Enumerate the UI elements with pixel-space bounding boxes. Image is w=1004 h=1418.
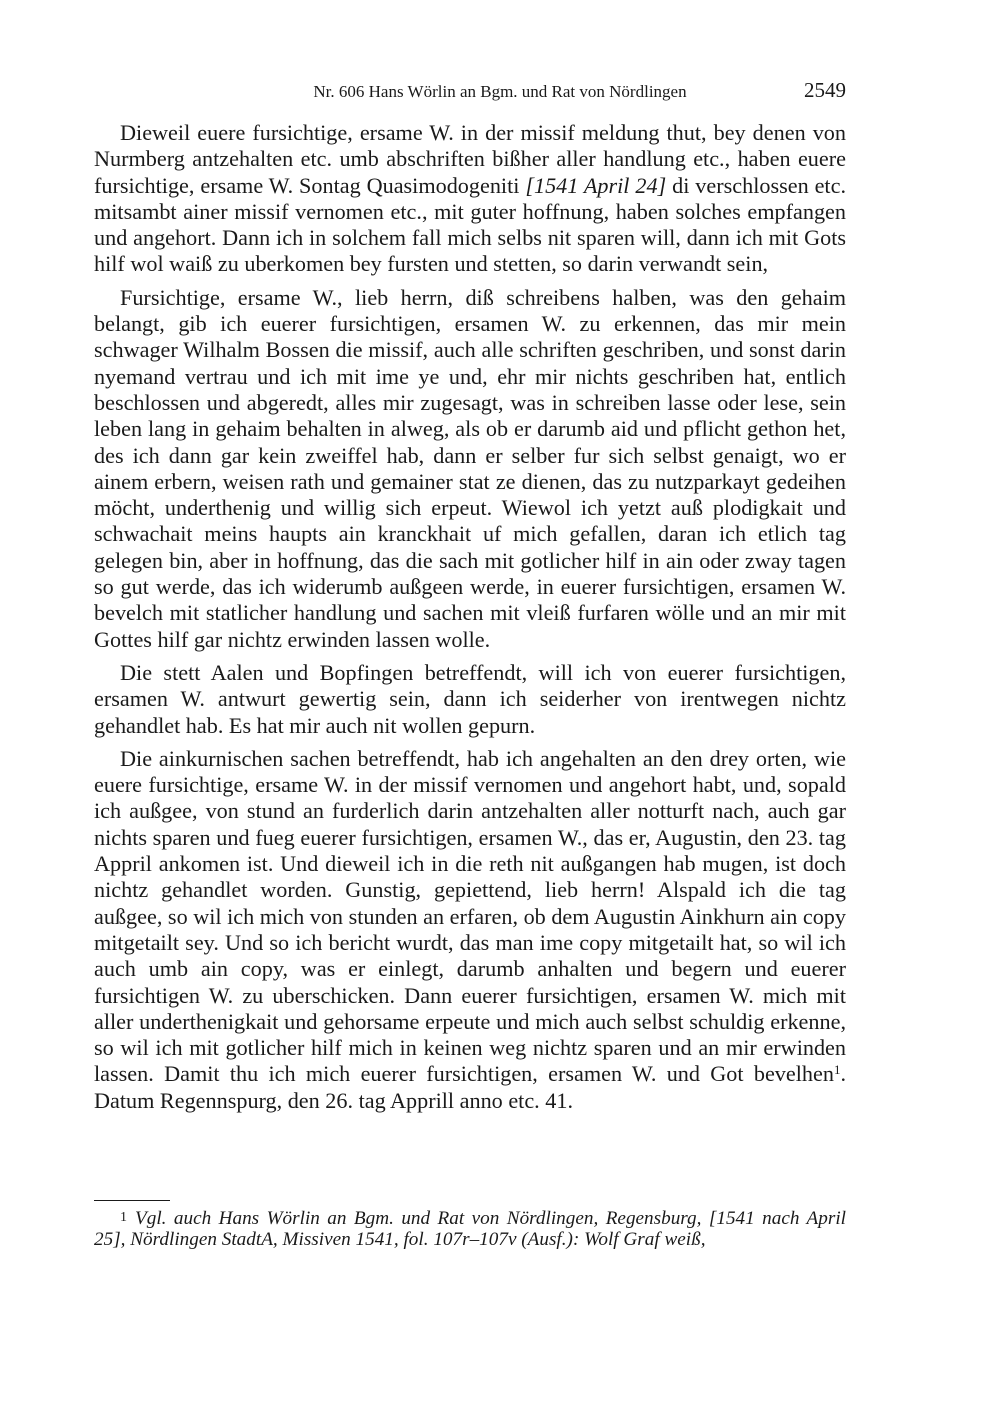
running-title: Nr. 606 Hans Wörlin an Bgm. und Rat von Nördlingen <box>313 82 687 101</box>
footnote-divider <box>94 1200 170 1201</box>
paragraph-4-text-a: Die ainkurnischen sachen betreffendt, hab ich angehalten an den drey orten, wie euere fursichtige, ersame W. in der missif vernomen und angehort habt, und, sopald ich außgee, von stund an furderlich darin antzehalten aller notturft nach, auch gar nichts sparen und fueg euerer fursichtigen, ersamen W., das er, Augustin, den 23. tag Appril ankomen ist. Und dieweil ich in die reth nit außgangen hab mugen, ist doch nichtz gehandlet worden. Gunstig, gepiettend, lieb herrn! Alspald ich die tag außgee, so wil ich mich von stunden an erfaren, ob dem Augustin Ainkhurn ain copy mitgetailt sey. Und so ich bericht wurdt, das man ime copy mitgetailt hat, so wil ich auch umb ain copy, was er einlegt, darumb anhalten und begern und euerer fursichtigen W. zu uberschicken. Dann euerer fursichtigen, ersamen W. mich mit aller underthenigkait und gehorsame erpeute und mich auch selbst schuldig erkenne, so wil ich mit gotlicher hilf mich in keinen weg nichtz sparen und an mir erwinden lassen. Damit thu ich mich euerer fursichtigen, ersamen W. und Got bevelhen <box>94 745 846 1087</box>
footnote-mark: 1 <box>120 1210 127 1225</box>
paragraph-4 <box>94 746 846 1114</box>
footnote-reference[interactable]: 1 <box>833 1062 841 1078</box>
paragraph-1-text-b: di verschlossen etc. mitsambt ainer missif vernomen etc., mit guter hoffnung, haben solches empfangen und angehort. Dann ich in solchem fall mich selbs nit sparen will, dann ich mit Gots hilf wol waiß zu uberkomen bey fursten und stetten, so darin verwandt sein, <box>94 172 846 277</box>
paragraph-3: Die stett Aalen und Bopfingen betreffendt, will ich von euerer fursichtigen, ersamen W. antwurt gewertig sein, dann ich seiderher von irentwegen nichtz gehandlet hab. Es hat mir auch nit wollen gepurn. <box>94 659 846 738</box>
paragraph-4-text-b: . Datum Regennspurg, den 26. tag Apprill anno etc. 41. <box>94 1061 846 1113</box>
footnotes <box>94 1207 846 1250</box>
page-number: 2549 <box>804 78 846 102</box>
main-text <box>94 120 846 1114</box>
footnote-1 <box>94 1207 846 1250</box>
footnote-text: Vgl. auch Hans Wörlin an Bgm. und Rat von Nördlingen, Regensburg, [1541 nach April 25], Nördlingen StadtA, Missiven 1541, fol. 107r–107v (Ausf.): Wolf Graf weiß, <box>94 1208 846 1250</box>
page-header <box>94 78 846 108</box>
editorial-date: [1541 April 24] <box>525 172 667 198</box>
paragraph-1-text-a: Dieweil euere fursichtige, ersame W. in der missif meldung thut, bey denen von Nurmberg antzehalten etc. umb abschriften bißher aller handlung etc., haben euere fursichtige, ersame W. Sontag Quasimodogeniti <box>94 120 846 198</box>
paragraph-1 <box>94 120 846 278</box>
paragraph-2: Fursichtige, ersame W., lieb herrn, diß schreibens halben, was den gehaim belangt, gib ich euerer fursichtigen, ersamen W. zu erkennen, das mir mein schwager Wilhalm Bossen die missif, auch alle schriften geschriben, und sonst darin nyemand vertrau und ich mit ime ye und, ehr mir nichts geschriben hat, entlich beschlossen und abgeredt, alles mir zugesagt, was in schreiben lasse oder lese, sein leben lang in gehaim behalten in alweg, als ob er darumb aid und pflicht gethon het, des ich dann gar kein zweiffel hab, dann er selber fur sich selbst genaigt, wo er ainem erbern, weisen rath und gemainer stat ze dienen, das zu nutzparkayt gedeihen möcht, underthenig und willig sich erpeut. Wiewol ich yetzt auß plodigkait und schwachait meins haupts ain kranckhait uf mich gefallen, daran ich etlich tag gelegen bin, aber in hoffnung, das die sach mit gotlicher hilf in ain oder zway tagen so gut werde, das ich widerumb außgeen werde, in euerer fursichtigen, ersamen W. bevelch mit statlicher handlung und sachen mit vleiß furfaren wölle und an mir mit Gottes hilf gar nichtz erwinden lassen wolle. <box>94 284 846 652</box>
